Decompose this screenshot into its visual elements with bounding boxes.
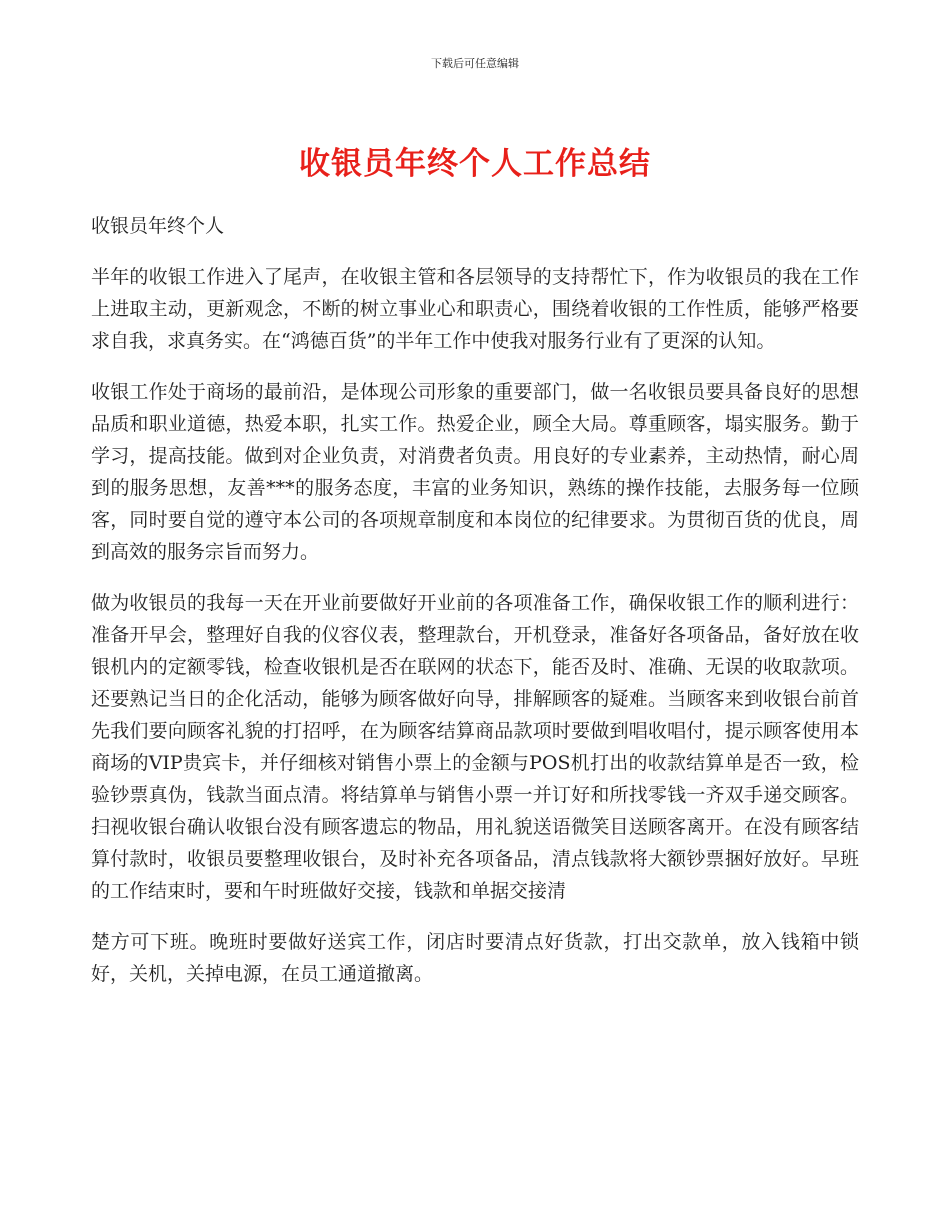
document-body bbox=[91, 210, 859, 1009]
body-paragraph: 收银工作处于商场的最前沿，是体现公司形象的重要部门，做一名收银员要具备良好的思想品质和职业道德，热爱本职，扎实工作。热爱企业，顾全大局。尊重顾客，塌实服务。勤于学习，提高技能。做到对企业负责，对消费者负责。用良好的专业素养，主动热情，耐心周到的服务思想，友善***的服务态度，丰富的业务知识，熟练的操作技能，去服务每一位顾客，同时要自觉的遵守本公司的各项规章制度和本岗位的纪律要求。为贯彻百货的优良，周到高效的服务宗旨而努力。 bbox=[91, 381, 859, 563]
document-title: 收银员年终个人工作总结 bbox=[299, 146, 651, 182]
body-paragraph-subtitle: 收银员年终个人 bbox=[91, 215, 225, 237]
body-paragraph: 楚方可下班。晚班时要做好送宾工作，闭店时要清点好货款，打出交款单，放入钱箱中锁好，关机，关掉电源，在员工通道撤离。 bbox=[91, 931, 859, 985]
body-paragraph: 做为收银员的我每一天在开业前要做好开业前的各项准备工作，确保收银工作的顺利进行：准备开早会，整理好自我的仪容仪表，整理款台，开机登录，准备好各项备品，备好放在收银机内的定额零钱，检查收银机是否在联网的状态下，能否及时、准确、无误的收取款项。还要熟记当日的企化活动，能够为顾客做好向导，排解顾客的疑难。当顾客来到收银台前首先我们要向顾客礼貌的打招呼，在为顾客结算商品款项时要做到唱收唱付，提示顾客使用本商场的VIP贵宾卡，并仔细核对销售小票上的金额与POS机打出的收款结算单是否一致，检验钞票真伪，钱款当面点清。将结算单与销售小票一并订好和所找零钱一齐双手递交顾客。扫视收银台确认收银台没有顾客遗忘的物品，用礼貌送语微笑目送顾客离开。在没有顾客结算付款时，收银员要整理收银台，及时补充各项备品，清点钱款将大额钞票捆好放好。早班的工作结束时，要和午时班做好交接，钱款和单据交接清 bbox=[91, 592, 859, 902]
body-paragraph: 半年的收银工作进入了尾声，在收银主管和各层领导的支持帮忙下，作为收银员的我在工作上进取主动，更新观念，不断的树立事业心和职责心，围绕着收银的工作性质，能够严格要求自我，求真务实。在“鸿德百货”的半年工作中使我对服务行业有了更深的认知。 bbox=[91, 266, 859, 352]
header-note: 下载后可任意编辑 bbox=[431, 57, 519, 70]
